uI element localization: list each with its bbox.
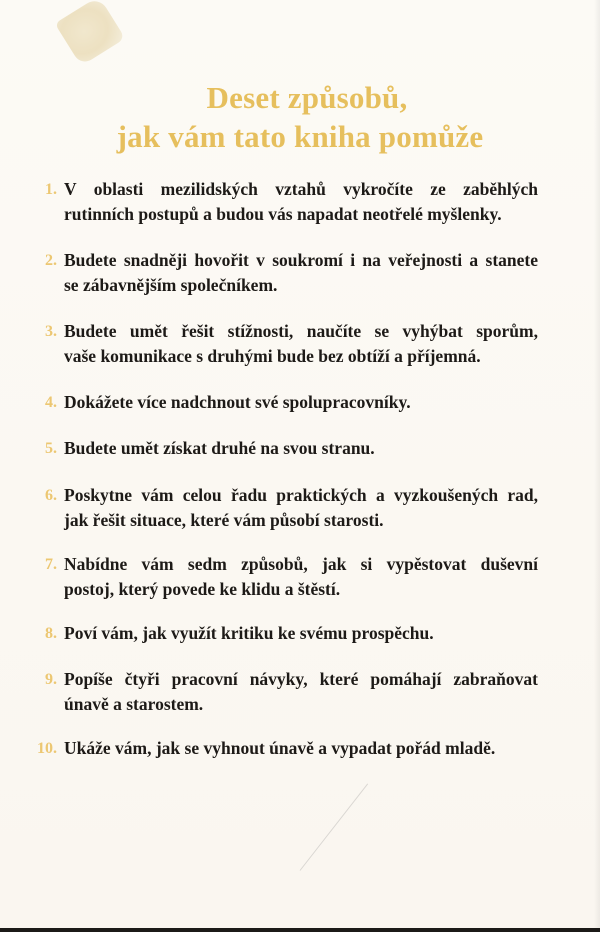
item-text-line: Budete snadněji hovořit v soukromí i na veřejnosti a stanete bbox=[64, 250, 538, 270]
item-number: 5. bbox=[45, 440, 57, 457]
title-line-1: Deset způsobů, bbox=[206, 80, 408, 115]
item-text-line: Budete umět získat druhé na svou stranu. bbox=[64, 438, 375, 458]
item-text-line: V oblasti mezilidských vztahů vykročíte ze zaběhlých bbox=[64, 179, 538, 199]
item-number: 3. bbox=[45, 323, 57, 340]
item-number: 10. bbox=[37, 740, 57, 757]
item-text-line: rutinních postupů a budou vás napadat neotřelé myšlenky. bbox=[64, 204, 502, 224]
item-text bbox=[64, 667, 538, 717]
item-text-line: Popíše čtyři pracovní návyky, které pomáhají zabraňovat bbox=[64, 669, 538, 689]
item-text-line: jak řešit situace, které vám působí starosti. bbox=[64, 510, 384, 530]
item-number: 2. bbox=[45, 252, 57, 269]
item-text bbox=[64, 621, 538, 646]
item-text-line: Nabídne vám sedm způsobů, jak si vypěstovat duševní bbox=[64, 554, 538, 574]
item-number: 9. bbox=[45, 671, 57, 688]
item-text bbox=[64, 483, 538, 533]
item-text bbox=[64, 552, 538, 602]
torn-sticker-residue bbox=[55, 0, 126, 66]
item-text-line: vaše komunikace s druhými bude bez obtíží a příjemná. bbox=[64, 346, 481, 366]
item-text bbox=[64, 248, 538, 298]
item-text-line: Ukáže vám, jak se vyhnout únavě a vypadat pořád mladě. bbox=[64, 738, 496, 758]
item-text-line: Poví vám, jak využít kritiku ke svému prospěchu. bbox=[64, 623, 434, 643]
item-text bbox=[64, 390, 538, 415]
item-number: 1. bbox=[45, 181, 57, 198]
item-text-line: Poskytne vám celou řadu praktických a vyzkoušených rad, bbox=[64, 485, 538, 505]
item-text-line: postoj, který povede ke klidu a štěstí. bbox=[64, 579, 341, 599]
page-title bbox=[0, 78, 600, 156]
item-text bbox=[64, 319, 538, 369]
item-text bbox=[64, 177, 538, 227]
item-number: 7. bbox=[45, 556, 57, 573]
item-text-line: se zábavnějším společníkem. bbox=[64, 275, 278, 295]
title-line-2: jak vám tato kniha pomůže bbox=[116, 119, 484, 154]
item-number: 6. bbox=[45, 487, 57, 504]
item-text-line: únavě a starostem. bbox=[64, 694, 204, 714]
item-number: 4. bbox=[45, 394, 57, 411]
item-text bbox=[64, 436, 538, 461]
item-number: 8. bbox=[45, 625, 57, 642]
paper-crease bbox=[300, 784, 369, 871]
item-text bbox=[64, 736, 538, 761]
item-text-line: Budete umět řešit stížnosti, naučíte se vyhýbat sporům, bbox=[64, 321, 538, 341]
scan-bottom-edge bbox=[0, 928, 600, 932]
item-text-line: Dokážete více nadchnout své spolupracovníky. bbox=[64, 392, 411, 412]
